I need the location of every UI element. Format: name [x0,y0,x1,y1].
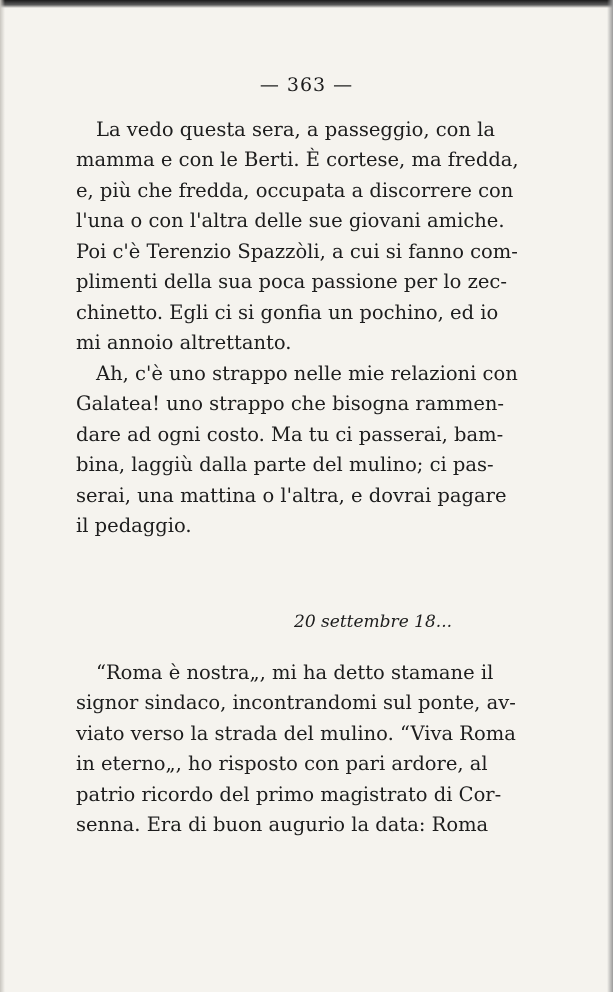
dateline: 20 settembre 18... [294,612,452,632]
paragraph-1-line-4: l'una o con l'altra delle sue giovani amiche. [76,209,505,232]
paragraph-3-line-5: patrio ricordo del primo magistrato di Cor- [76,783,502,806]
page-number: — 363 — [259,74,354,96]
scan-top-edge [0,0,613,8]
paragraph-1-line-7: chinetto. Egli ci si gonfia un pochino, ed io [76,301,499,324]
scan-right-edge [607,0,613,992]
paragraph-2-line-3: dare ad ogni costo. Ma tu ci passerai, bam- [76,423,504,446]
paragraph-2-line-5: serai, una mattina o l'altra, e dovrai pagare [76,484,507,507]
paragraph-1-line-3: e, più che fredda, occupata a discorrere con [76,179,514,202]
paragraph-2-line-4: bina, laggiù dalla parte del mulino; ci pas- [76,453,494,476]
paragraph-2-line-1: Ah, c'è uno strappo nelle mie relazioni con [96,362,518,385]
paragraph-1-line-1: La vedo questa sera, a passeggio, con la [96,118,495,141]
paragraph-1-line-8: mi annoio altrettanto. [76,331,292,354]
scan-left-edge [0,0,5,992]
paragraph-3-line-1: “Roma è nostra„, mi ha detto stamane il [96,661,494,684]
paragraph-3-line-3: viato verso la strada del mulino. “Viva Roma [76,722,516,745]
paragraph-3-line-6: senna. Era di buon augurio la data: Roma [76,813,489,836]
paragraph-1-line-6: plimenti della sua poca passione per lo zec- [76,270,507,293]
paragraph-3-line-4: in eterno„, ho risposto con pari ardore, al [76,752,488,775]
paragraph-1-line-5: Poi c'è Terenzio Spazzòli, a cui si fanno com- [76,240,518,263]
paragraph-2-line-6: il pedaggio. [76,514,192,537]
paragraph-2-line-2: Galatea! uno strappo che bisogna rammen- [76,392,505,415]
paragraph-3-line-2: signor sindaco, incontrandomi sul ponte, av- [76,691,516,714]
paragraph-1-line-2: mamma e con le Berti. È cortese, ma fredda, [76,148,519,171]
